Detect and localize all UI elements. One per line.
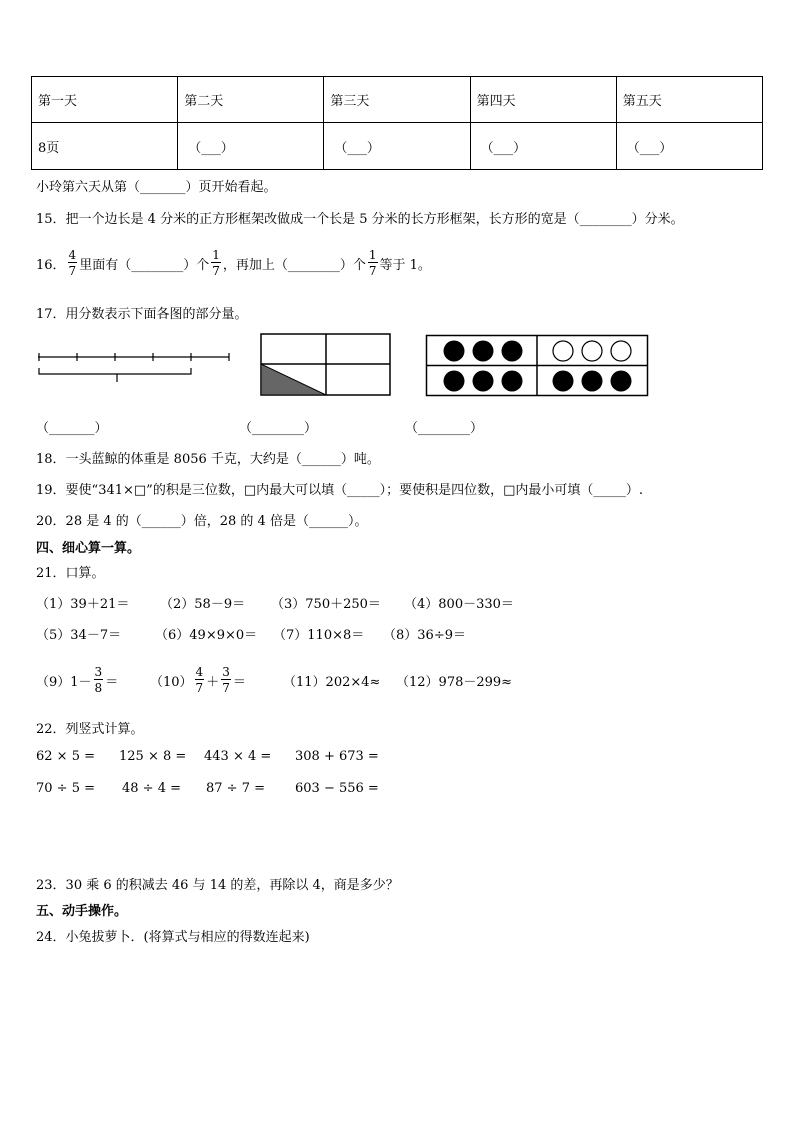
question-14-tail: 小玲第六天从第（_______）页开始看起。	[36, 180, 277, 195]
q16-text-3: 等于 1。	[379, 257, 431, 273]
q21-item: （4）800－330＝	[404, 597, 514, 612]
q21-10-equals: ＝	[232, 674, 246, 690]
q21-item: （1）39＋21＝	[36, 597, 130, 612]
question-17: 17．用分数表示下面各图的部分量。	[36, 307, 248, 322]
question-23: 23．30 乘 6 的积减去 46 与 14 的差，再除以 4，商是多少？	[36, 878, 399, 893]
fraction: $\frac{3}{8}$	[94, 665, 103, 695]
q21-item: （7）110×8＝	[273, 628, 365, 643]
q16-text-2: ，再加上（________）个	[222, 257, 366, 273]
q22-item: 125 × 8 =	[119, 749, 187, 764]
q21-9-text: （9）1－	[36, 674, 92, 690]
q21-item: （11）202×4≈	[283, 675, 381, 690]
q21-10-plus: ＋	[206, 674, 220, 690]
q21-9-equals: ＝	[105, 674, 119, 690]
q21-item: （12）978－299≈	[396, 675, 513, 690]
question-19: 19．要使“341×□”的积是三位数，□内最大可以填（_____）；要使积是四位数，□内最小可填（_____）.	[36, 483, 644, 498]
rectangle-figure	[259, 332, 393, 398]
table-blank[interactable]: （___）	[324, 123, 470, 170]
table-blank[interactable]: （___）	[616, 123, 762, 170]
dots-figure	[425, 334, 650, 398]
q21-item: （8）36÷9＝	[383, 628, 466, 643]
q16-text-1: 里面有（________）个	[79, 257, 210, 273]
fraction: $\frac{4}{7}$	[195, 665, 204, 695]
table-blank[interactable]: （___）	[470, 123, 616, 170]
table-header: 第一天	[32, 77, 178, 123]
q21-item: （3）750＋250＝	[271, 597, 381, 612]
q21-item: （6）49×9×0＝	[155, 628, 258, 643]
q22-item: 48 ÷ 4 =	[122, 781, 181, 796]
table-header: 第二天	[178, 77, 324, 123]
table-header: 第四天	[470, 77, 616, 123]
reading-table	[31, 76, 763, 170]
table-blank[interactable]: （___）	[178, 123, 324, 170]
q21-item-9	[36, 660, 118, 700]
section-4-heading: 四、细心算一算。	[36, 541, 141, 556]
question-24: 24．小兔拔萝卜．(将算式与相应的得数连起来)	[36, 930, 310, 945]
q21-item-10	[150, 660, 246, 700]
question-18: 18．一头蓝鲸的体重是 8056 千克，大约是（______）吨。	[36, 452, 380, 467]
q21-item: （5）34－7＝	[36, 628, 122, 643]
section-5-heading: 五、动手操作。	[36, 904, 128, 919]
table-cell: 8页	[32, 123, 178, 170]
fraction: $\frac{3}{7}$	[222, 665, 230, 695]
q22-item: 603 − 556 =	[295, 781, 379, 796]
q17-answer-3[interactable]: （________）	[405, 421, 484, 436]
fraction: $\frac{4}{7}$	[68, 248, 77, 278]
fraction: $\frac{1}{7}$	[368, 248, 377, 278]
q22-item: 70 ÷ 5 =	[36, 781, 95, 796]
question-16	[36, 243, 431, 283]
q21-10-text: （10）	[150, 674, 193, 690]
q17-answer-2[interactable]: （________）	[239, 421, 318, 436]
question-22-title: 22．列竖式计算。	[36, 722, 144, 737]
question-15: 15．把一个边长是 4 分米的正方形框架改做成一个长是 5 分米的长方形框架，长方形的宽是（________）分米。	[36, 212, 684, 227]
table-header: 第五天	[616, 77, 762, 123]
q22-item: 308 + 673 =	[295, 749, 379, 764]
q17-answer-1[interactable]: （_______）	[36, 421, 108, 436]
question-21-title: 21．口算。	[36, 566, 105, 581]
question-20: 20．28 是 4 的（______）倍，28 的 4 倍是（______）。	[36, 514, 368, 529]
q22-item: 62 × 5 =	[36, 749, 95, 764]
q16-prefix: 16．	[36, 257, 66, 273]
table-header: 第三天	[324, 77, 470, 123]
number-line-figure	[36, 345, 232, 390]
q22-item: 443 × 4 =	[204, 749, 272, 764]
q21-item: （2）58－9＝	[160, 597, 246, 612]
q22-item: 87 ÷ 7 =	[206, 781, 265, 796]
fraction: $\frac{1}{7}$	[212, 248, 220, 278]
